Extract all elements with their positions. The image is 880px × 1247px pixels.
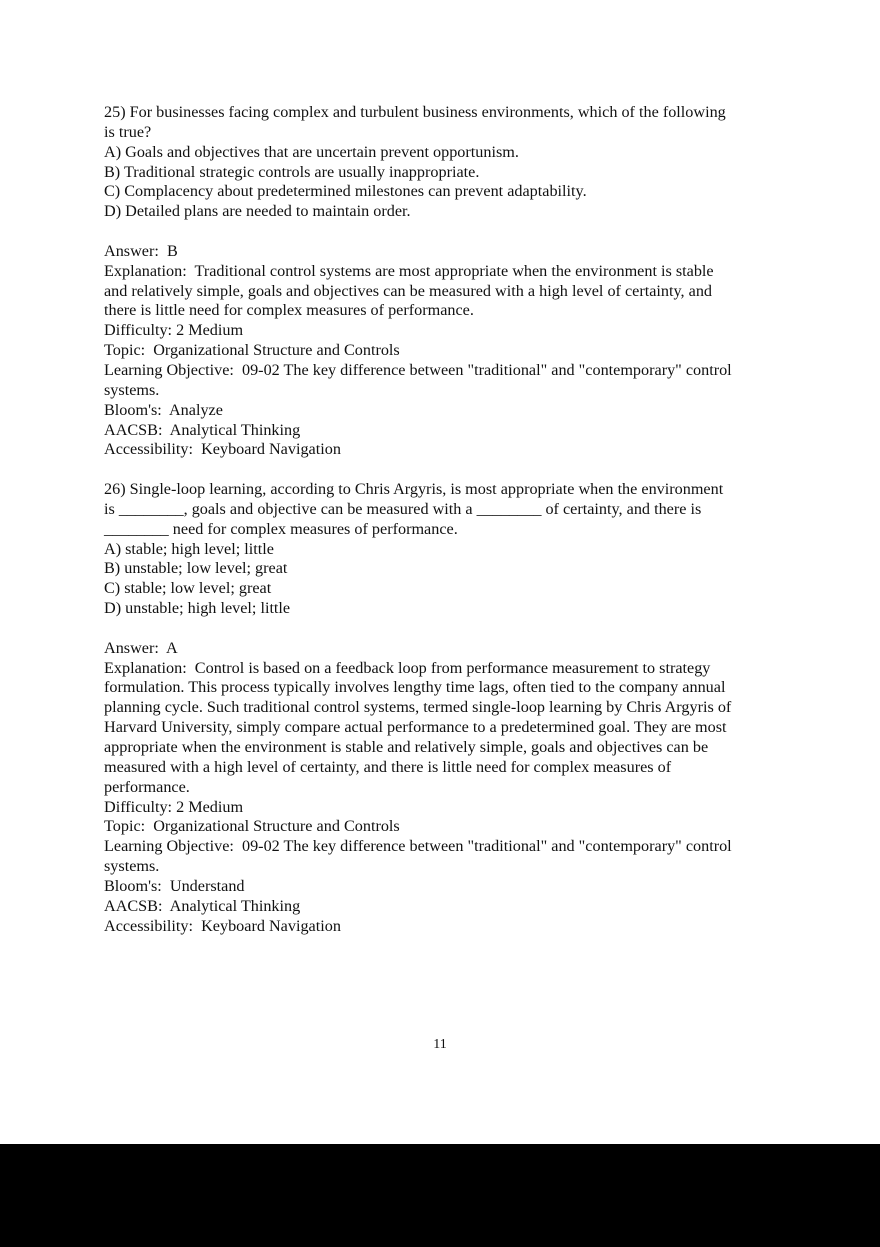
blooms-level: Bloom's: Analyze xyxy=(104,400,223,419)
spacer xyxy=(104,619,784,639)
answer-option: D) Detailed plans are needed to maintain order. xyxy=(104,202,411,221)
explanation-line: performance. xyxy=(104,777,190,796)
question-stem-line: 26) Single-loop learning, according to Chris Argyris, is most appropriate when the environment xyxy=(104,480,724,499)
viewer-background xyxy=(0,1144,880,1247)
question-stem-line: is ________, goals and objective can be measured with a ________ of certainty, and there is xyxy=(104,499,702,518)
explanation-line: appropriate when the environment is stable and relatively simple, goals and objectives can be xyxy=(104,738,709,756)
answer-option: C) Complacency about predetermined milestones can prevent adaptability. xyxy=(104,182,587,201)
explanation-line: there is little need for complex measures of performance. xyxy=(104,301,474,320)
learning-objective-line: systems. xyxy=(104,380,160,399)
explanation-line: Explanation: Control is based on a feedback loop from performance measurement to strategy xyxy=(104,658,711,677)
question-block xyxy=(104,103,784,460)
answer-option: A) Goals and objectives that are uncertain prevent opportunism. xyxy=(104,142,519,161)
answer-option: B) Traditional strategic controls are usually inappropriate. xyxy=(104,162,480,181)
question-stem-line: 25) For businesses facing complex and turbulent business environments, which of the following xyxy=(104,103,726,121)
explanation-line: Harvard University, simply compare actual performance to a predetermined goal. They are most xyxy=(104,718,727,737)
question-stem-line: is true? xyxy=(104,122,152,141)
accessibility-tag: Accessibility: Keyboard Navigation xyxy=(104,916,341,935)
accessibility-tag: Accessibility: Keyboard Navigation xyxy=(104,440,341,459)
topic: Topic: Organizational Structure and Controls xyxy=(104,817,400,836)
explanation-line: measured with a high level of certainty, and there is little need for complex measures of xyxy=(104,757,672,776)
aacsb-tag: AACSB: Analytical Thinking xyxy=(104,420,301,439)
explanation-line: Explanation: Traditional control systems are most appropriate when the environment is stable xyxy=(104,261,714,280)
explanation-line: planning cycle. Such traditional control systems, termed single-loop learning by Chris Argyris of xyxy=(104,698,732,717)
answer-key: Answer: A xyxy=(104,638,178,657)
answer-option: A) stable; high level; little xyxy=(104,539,274,558)
aacsb-tag: AACSB: Analytical Thinking xyxy=(104,896,301,915)
learning-objective-line: systems. xyxy=(104,857,160,876)
difficulty: Difficulty: 2 Medium xyxy=(104,321,244,340)
spacer xyxy=(104,460,784,480)
page-content xyxy=(104,103,784,936)
spacer xyxy=(104,222,784,242)
answer-option: B) unstable; low level; great xyxy=(104,559,288,578)
explanation-line: formulation. This process typically involves lengthy time lags, often tied to the company annual xyxy=(104,678,726,697)
topic: Topic: Organizational Structure and Controls xyxy=(104,341,400,360)
answer-option: C) stable; low level; great xyxy=(104,579,272,598)
learning-objective-line: Learning Objective: 09-02 The key difference between "traditional" and "contemporary" control xyxy=(104,837,732,856)
answer-key: Answer: B xyxy=(104,241,178,260)
answer-option: D) unstable; high level; little xyxy=(104,599,291,618)
question-block xyxy=(104,480,784,936)
learning-objective-line: Learning Objective: 09-02 The key difference between "traditional" and "contemporary" control xyxy=(104,360,732,379)
difficulty: Difficulty: 2 Medium xyxy=(104,797,244,816)
explanation-line: and relatively simple, goals and objectives can be measured with a high level of certainty, and xyxy=(104,281,713,300)
blooms-level: Bloom's: Understand xyxy=(104,876,245,895)
page-number: 11 xyxy=(433,1037,447,1052)
question-stem-line: ________ need for complex measures of performance. xyxy=(104,519,458,538)
